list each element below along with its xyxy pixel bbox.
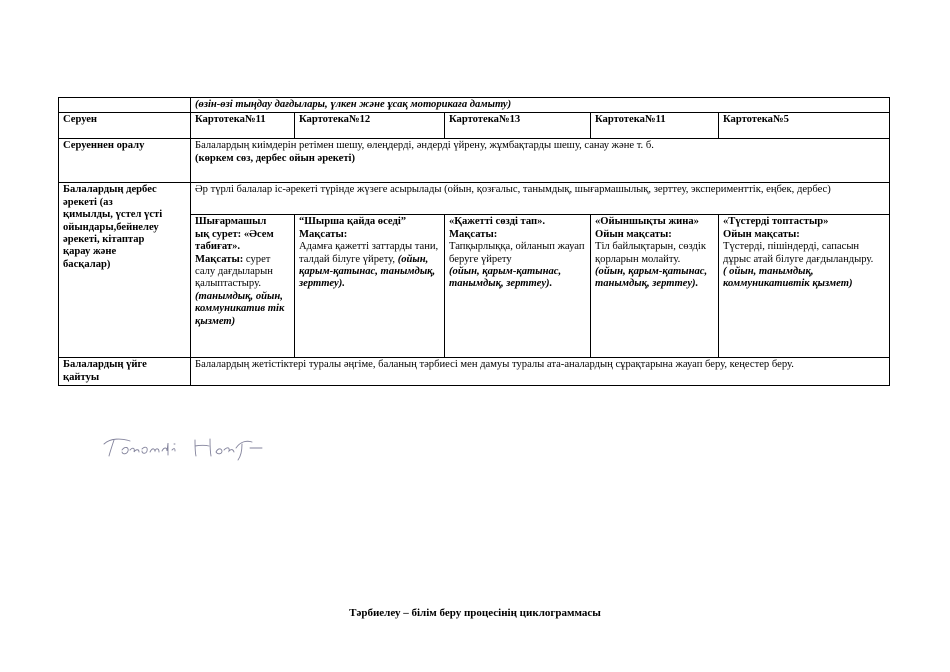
activity-1 <box>191 215 295 358</box>
activity-title: «Қажетті сөзді тап». <box>449 216 546 228</box>
activity-goal-label: Мақсаты: <box>299 228 348 240</box>
activity-tags: (ойын, қарым-қатынас, танымдық, зерттеу). <box>595 266 708 290</box>
independent-label <box>59 183 191 358</box>
home-text: Балалардың жетістіктері туралы әңгіме, баланың тәрбиесі мен дамуы туралы ата-аналардың сұрақтарына жауап беру, кеңестер беру. <box>191 358 890 386</box>
activity-tags: (ойын, қарым-қатынас, танымдық, зерттеу). <box>449 266 562 290</box>
return-text: Балалардың киімдерін ретімен шешу, өлеңдерді, әндерді үйрену, жұмбақтарды шешу, санау және т. б. <box>195 140 654 152</box>
activity-title: ық сурет: «Әсем <box>195 228 274 240</box>
activity-goal-label: Ойын мақсаты: <box>595 228 672 240</box>
walk-card-2: Картотека№12 <box>295 113 445 139</box>
walk-card-3: Картотека№13 <box>445 113 591 139</box>
activity-goal-label: Ойын мақсаты: <box>723 228 800 240</box>
activity-title: табиғат». <box>195 241 241 253</box>
activity-title: «Ойыншықты жина» <box>595 216 699 228</box>
return-cell <box>191 139 890 183</box>
activity-goal-text: Тапқырлыққа, ойланып жауап беруге үйрету <box>449 241 585 265</box>
activity-goal-text: Адамға қажетті заттарды тани, талдай білуге үйрету, <box>299 241 439 265</box>
daily-plan-table <box>58 97 890 386</box>
return-note: (көркем сөз, дербес ойын әрекеті) <box>195 152 356 164</box>
intro-label-cell <box>59 98 191 113</box>
activity-title: Шығармашыл <box>195 216 267 228</box>
walk-card-4: Картотека№11 <box>591 113 719 139</box>
independent-label-line: ойындары,бейнелеу <box>63 221 159 233</box>
activity-goal-text: Тіл байлықтарын, сөздік қорларын молайту. <box>595 241 706 265</box>
home-label-line: қайтуы <box>63 371 100 383</box>
independent-text: Әр түрлі балалар іс-әрекеті түрінде жүзеге асырылады (ойын, қозғалыс, танымдық, шығармашылық, зерттеу, эксперименттік, еңбек, дербес) <box>191 183 890 215</box>
home-row <box>59 358 890 386</box>
independent-label-line: Балалардың дербес <box>63 184 157 196</box>
return-row <box>59 139 890 183</box>
independent-label-line: әрекеті (аз <box>63 196 113 208</box>
signature-image <box>100 430 280 464</box>
activity-tags: (танымдық, ойын, коммуникатив тік қызмет) <box>195 290 285 327</box>
activity-3 <box>445 215 591 358</box>
walk-card-5: Картотека№5 <box>719 113 890 139</box>
activity-tags: ( ойын, танымдық, коммуникативтік қызмет) <box>723 266 853 290</box>
independent-label-line: қимылды, үстел үсті <box>63 209 163 221</box>
activity-goal-text: Түстерді, пішіндерді, сапасын дұрыс атай білуге дағдыландыру. <box>723 241 874 265</box>
home-label-line: Балалардың үйге <box>63 359 147 371</box>
walk-card-1: Картотека№11 <box>191 113 295 139</box>
activity-goal-text: сурет салу дағдыларын қалыптастыру. <box>195 253 273 290</box>
independent-label-line: қарау және <box>63 246 117 258</box>
activity-4 <box>591 215 719 358</box>
activity-2 <box>295 215 445 358</box>
walk-label: Серуен <box>59 113 191 139</box>
independent-row <box>59 183 890 215</box>
activity-title: “Шырша қайда өседі” <box>299 216 407 228</box>
intro-note: (өзін-өзі тыңдау дағдылары, үлкен және ұсақ моторикаға дамыту) <box>191 98 890 113</box>
footer-title: Тәрбиелеу – білім беру процесінің циклограммасы <box>349 607 601 619</box>
activity-title: «Түстерді топтастыр» <box>723 216 829 228</box>
independent-label-line: әрекеті, кітаптар <box>63 234 145 246</box>
home-label <box>59 358 191 386</box>
activity-goal-label: Мақсаты: <box>195 253 244 265</box>
activity-5 <box>719 215 890 358</box>
independent-label-line: басқалар) <box>63 258 111 270</box>
return-label: Серуеннен оралу <box>59 139 191 183</box>
activity-tags: (ойын, қарым-қатынас, танымдық, зерттеу). <box>299 253 436 290</box>
activity-goal-label: Мақсаты: <box>449 228 498 240</box>
walk-row <box>59 113 890 139</box>
intro-row <box>59 98 890 113</box>
